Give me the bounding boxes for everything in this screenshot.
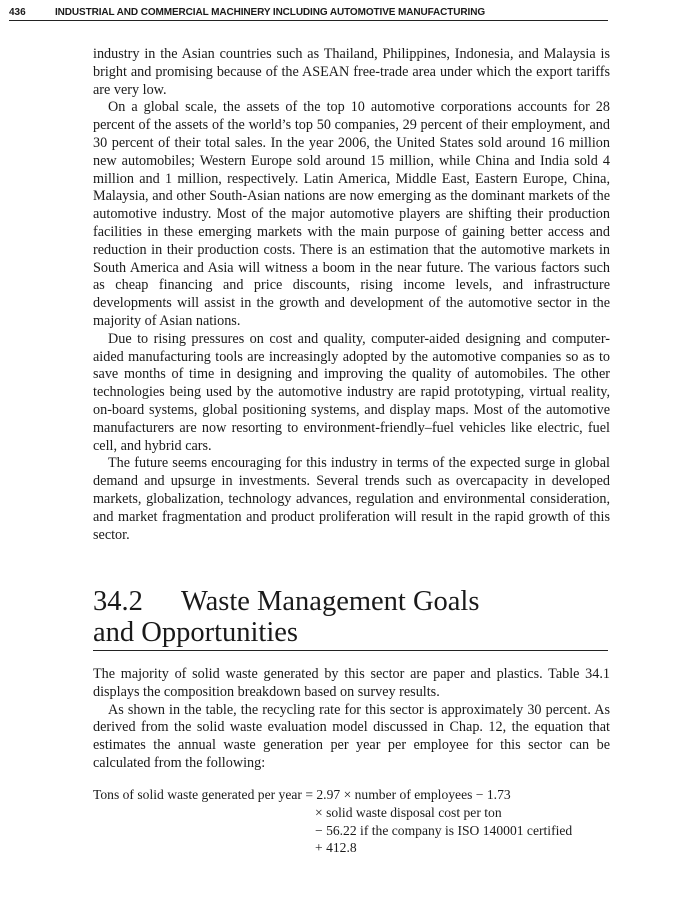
- section-body-text: [93, 666, 610, 773]
- page-number: 436: [9, 7, 26, 18]
- paragraph: Due to rising pressures on cost and quality, computer-aided designing and computer-aided manufacturing tools are increasingly adopted by the automotive companies so as to save months of time in designing and improving the quality of automobiles. The other technologies being used by the automotive industry are rapid prototyping, virtual reality, on-board systems, global positioning systems, and display maps. Most of the automotive manufacturers are now resorting to environment-friendly–fuel vehicles like electric, fuel cell, and hybrid cars.: [93, 330, 610, 454]
- paragraph: On a global scale, the assets of the top 10 automotive corporations accounts for 28 percent of the assets of the world’s top 50 companies, 29 percent of their employment, and 30 percent of their total sales. In the year 2006, the United States sold around 16 million new automobiles; Western Europe sold around 15 million, while China and India sold 4 million and 1 million, respectively. Latin America, Middle East, Eastern Europe, China, Malaysia, and other South-Asian nations are now emerging as the dominant markets of the automotive industry. Most of the major automotive players are shifting their production facilities in these emerging markets with the main purpose of gaining better access and reduction in their production costs. There is an estimation that the automotive markets in South America and Asia will witness a boom in the near future. The various factors such as cheap financing and price discounts, rising income levels, and infrastructure developments will assist in the growth and development of the automotive sector in the majority of Asian nations.: [93, 99, 610, 329]
- equation-line: × solid waste disposal cost per ton: [315, 804, 502, 820]
- section-title-line2: and Opportunities: [93, 617, 299, 648]
- paragraph: The future seems encouraging for this industry in terms of the expected surge in global demand and upsurge in investments. Several trends such as overcapacity in developed markets, globalization, technology advances, regulation and environmental consideration, and market fragmentation and product proliferation will result in the rapid growth of this sector.: [93, 455, 610, 543]
- running-head: [9, 6, 608, 21]
- equation-line: + 412.8: [315, 840, 357, 856]
- equation-line: Tons of solid waste generated per year = 2.97 × number of employees − 1.73: [93, 787, 511, 802]
- running-head-title: INDUSTRIAL AND COMMERCIAL MACHINERY INCLUDING AUTOMOTIVE MANUFACTURING: [55, 7, 486, 18]
- equation-line: − 56.22 if the company is ISO 140001 certified: [315, 822, 573, 838]
- section-title-line1: Waste Management Goals: [181, 586, 480, 617]
- body-text: [93, 46, 610, 544]
- section-heading: [93, 586, 608, 651]
- paragraph: The majority of solid waste generated by this sector are paper and plastics. Table 34.1 displays the composition breakdown based on survey results.: [93, 666, 610, 700]
- paragraph: As shown in the table, the recycling rate for this sector is approximately 30 percent. As derived from the solid waste evaluation model discussed in Chap. 12, the equation that estimates the annual waste generation per year per employee for this sector can be calculated from the following:: [93, 701, 610, 771]
- paragraph: industry in the Asian countries such as Thailand, Philippines, Indonesia, and Malaysia is bright and promising because of the ASEAN free-trade area under which the export tariffs are very low.: [93, 46, 610, 98]
- equation: [93, 786, 613, 857]
- section-number: 34.2: [93, 586, 143, 617]
